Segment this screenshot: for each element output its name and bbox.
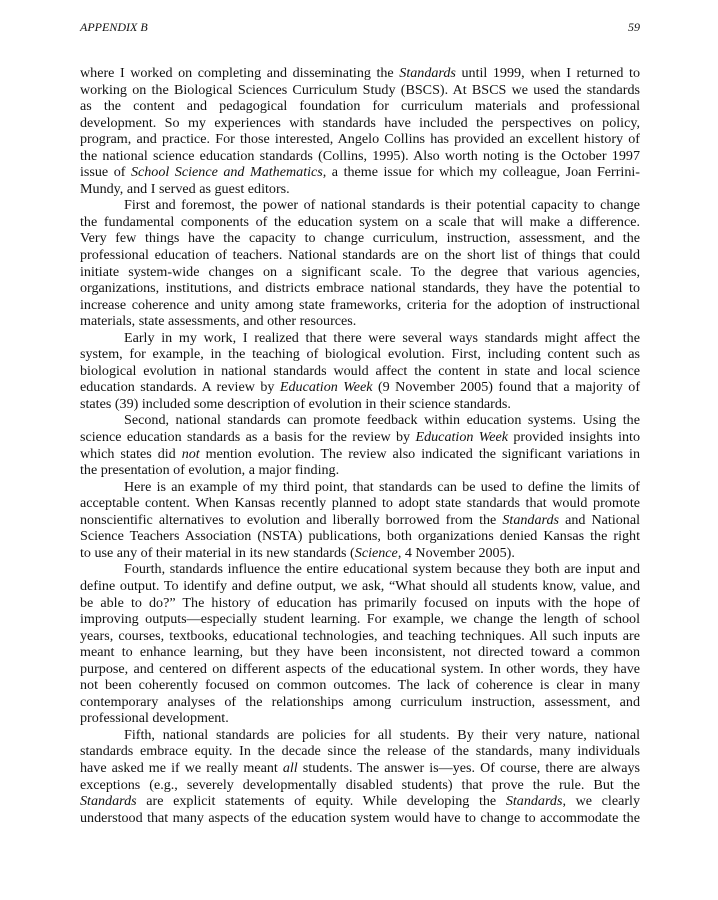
text-run: Second, national standards can promote feedback within education systems. Using the (124, 412, 640, 429)
italic-run: Education Week (415, 429, 508, 446)
italic-run: not (181, 445, 200, 462)
italic-run: Science (354, 544, 398, 561)
text-line (80, 512, 640, 529)
text-line (80, 595, 640, 612)
text-line (80, 247, 640, 264)
text-line (80, 98, 640, 115)
text-line (80, 628, 640, 645)
text-line (80, 528, 640, 545)
running-head: APPENDIX B (80, 20, 148, 34)
text-line (80, 82, 640, 99)
text-line (80, 561, 640, 578)
text-run: biological evolution in national standards would affect the content in state and local science (80, 362, 640, 379)
text-run: to use any of their material in its new standards ( (80, 544, 355, 561)
text-run: purpose, and centered on different aspects of the educational system. In other words, they have (80, 660, 640, 677)
text-run: , we clearly (562, 793, 641, 810)
italic-run: School Science and Mathematics (130, 164, 323, 181)
text-run: standards embrace equity. In the decade since the release of the standards, many individuals (80, 743, 640, 760)
text-run: are explicit statements of equity. While developing the (136, 793, 506, 810)
text-line (80, 181, 640, 198)
text-run: as the content and pedagogical foundation for curriculum materials and professional (80, 98, 640, 115)
text-line (80, 446, 640, 463)
text-line (80, 727, 640, 744)
text-run: not been coherently focused on common outcomes. The lack of coherence is clear in many (80, 677, 640, 694)
text-line (80, 743, 640, 760)
text-run: until 1999, when I returned to (455, 65, 640, 81)
text-run: have asked me if we really meant (80, 759, 283, 776)
text-line (80, 495, 640, 512)
text-line (80, 429, 640, 446)
text-run: be able to do?” The history of education has primarily focused on inputs with the hope of (80, 594, 640, 611)
text-run: exceptions (e.g., severely developmentally disabled students) that prove the rule. But the (80, 776, 640, 793)
italic-run: Standards (505, 793, 563, 810)
text-line (80, 412, 640, 429)
text-line (80, 148, 640, 165)
text-run: education standards. A review by (80, 379, 280, 396)
text-run: understood that many aspects of the education system would have to change to accommodate the (80, 809, 640, 826)
text-line (80, 264, 640, 281)
italic-run: Standards (399, 65, 456, 81)
text-run: nonscientific alternatives to evolution and liberally borrowed from the (80, 511, 503, 528)
page-number: 59 (628, 20, 640, 34)
text-run: improving outputs—especially student learning. For example, we change the length of school (80, 611, 640, 628)
page-header (80, 20, 640, 36)
text-run: program, and practice. For those interested, Angelo Collins has provided an excellent history of (80, 131, 640, 148)
text-line (80, 230, 640, 247)
text-run: issue of (80, 164, 131, 181)
text-run: professional development. (80, 710, 229, 727)
text-line (80, 661, 640, 678)
text-run: states (39) included some description of evolution in their science standards. (80, 395, 511, 412)
text-run: initiate system-wide changes on a significant scale. To the degree that various agencies, (80, 263, 640, 280)
text-run: professional education of teachers. National standards are on the short list of things that could (80, 247, 640, 264)
text-run: acceptable content. When Kansas recently planned to adopt state standards that would promote (80, 495, 640, 512)
text-line (80, 479, 640, 496)
text-run: the national science education standards (Collins, 1995). Also worth noting is the October 1997 (80, 147, 640, 164)
text-line (80, 197, 640, 214)
text-run: students. The answer is—yes. Of course, there are always (297, 759, 640, 776)
text-run: where I worked on completing and disseminating the (80, 65, 400, 81)
text-run: working on the Biological Sciences Curriculum Study (BSCS). At BSCS we used the standards (80, 81, 640, 98)
text-run: development. So my experiences with standards have included the perspectives on policy, (80, 114, 640, 131)
italic-run: Standards (502, 511, 560, 528)
text-line (80, 611, 640, 628)
text-line (80, 297, 640, 314)
text-line (80, 313, 640, 330)
text-line (80, 346, 640, 363)
text-run: Very few things have the capacity to change curriculum, instruction, assessment, and the (80, 230, 640, 247)
italic-run: Standards (80, 793, 137, 810)
text-line (80, 115, 640, 132)
text-line (80, 396, 640, 413)
text-run: Here is an example of my third point, that standards can be used to define the limits of (124, 478, 640, 495)
text-run: the fundamental components of the education system on a scale that will make a difference. (80, 213, 640, 230)
text-line (80, 793, 640, 810)
text-run: Early in my work, I realized that there were several ways standards might affect the (124, 329, 640, 346)
text-run: , a theme issue for which my colleague, Joan Ferrini- (322, 164, 640, 181)
text-run: define output. To identify and define output, we ask, “What should all students know, value, and (80, 577, 640, 594)
text-line (80, 363, 640, 380)
text-run: Fourth, standards influence the entire educational system because they both are input and (124, 561, 640, 578)
text-line (80, 131, 640, 148)
text-line (80, 164, 640, 181)
text-run: mention evolution. The review also indicated the significant variations in (199, 445, 640, 462)
text-run: materials, state assessments, and other resources. (80, 313, 357, 330)
italic-run: all (282, 759, 298, 776)
text-line (80, 462, 640, 479)
text-run: First and foremost, the power of national standards is their potential capacity to change (124, 197, 640, 214)
text-line (80, 644, 640, 661)
text-run: science education standards as a basis for the review by (80, 429, 416, 446)
text-run: organizations, institutions, and districts embrace national standards, they have the potential to (80, 280, 640, 297)
text-run: years, courses, textbooks, educational technologies, and teaching techniques. All such inputs are (80, 627, 640, 644)
text-line (80, 710, 640, 727)
text-run: Fifth, national standards are policies for all students. By their very nature, national (124, 726, 640, 743)
text-line (80, 677, 640, 694)
text-line (80, 777, 640, 794)
text-run: contemporary analyses of the relationships among curriculum instruction, assessment, and (80, 693, 640, 710)
text-run: the presentation of evolution, a major finding. (80, 462, 340, 479)
text-line (80, 810, 640, 827)
text-run: Mundy, and I served as guest editors. (80, 180, 290, 197)
text-line (80, 65, 640, 82)
text-line (80, 578, 640, 595)
text-run: provided insights into (508, 429, 640, 446)
text-run: Science Teachers Association (NSTA) publications, both organizations denied Kansas the right (80, 528, 640, 545)
text-line (80, 330, 640, 347)
text-line (80, 280, 640, 297)
text-line (80, 379, 640, 396)
text-run: system, for example, in the teaching of biological evolution. First, including content such as (80, 346, 640, 363)
text-line (80, 760, 640, 777)
text-run: (9 November 2005) found that a majority of (372, 379, 641, 396)
body-text (80, 65, 640, 826)
text-run: which states did (80, 445, 182, 462)
text-line (80, 694, 640, 711)
text-run: , 4 November 2005). (397, 544, 515, 561)
text-line (80, 545, 640, 562)
text-run: meant to enhance learning, but they have been inconsistent, not directed toward a common (80, 644, 640, 661)
text-run: increase coherence and unity among state frameworks, criteria for the adoption of instructional (80, 296, 640, 313)
text-run: and National (559, 511, 640, 528)
italic-run: Education Week (279, 379, 373, 396)
text-line (80, 214, 640, 231)
